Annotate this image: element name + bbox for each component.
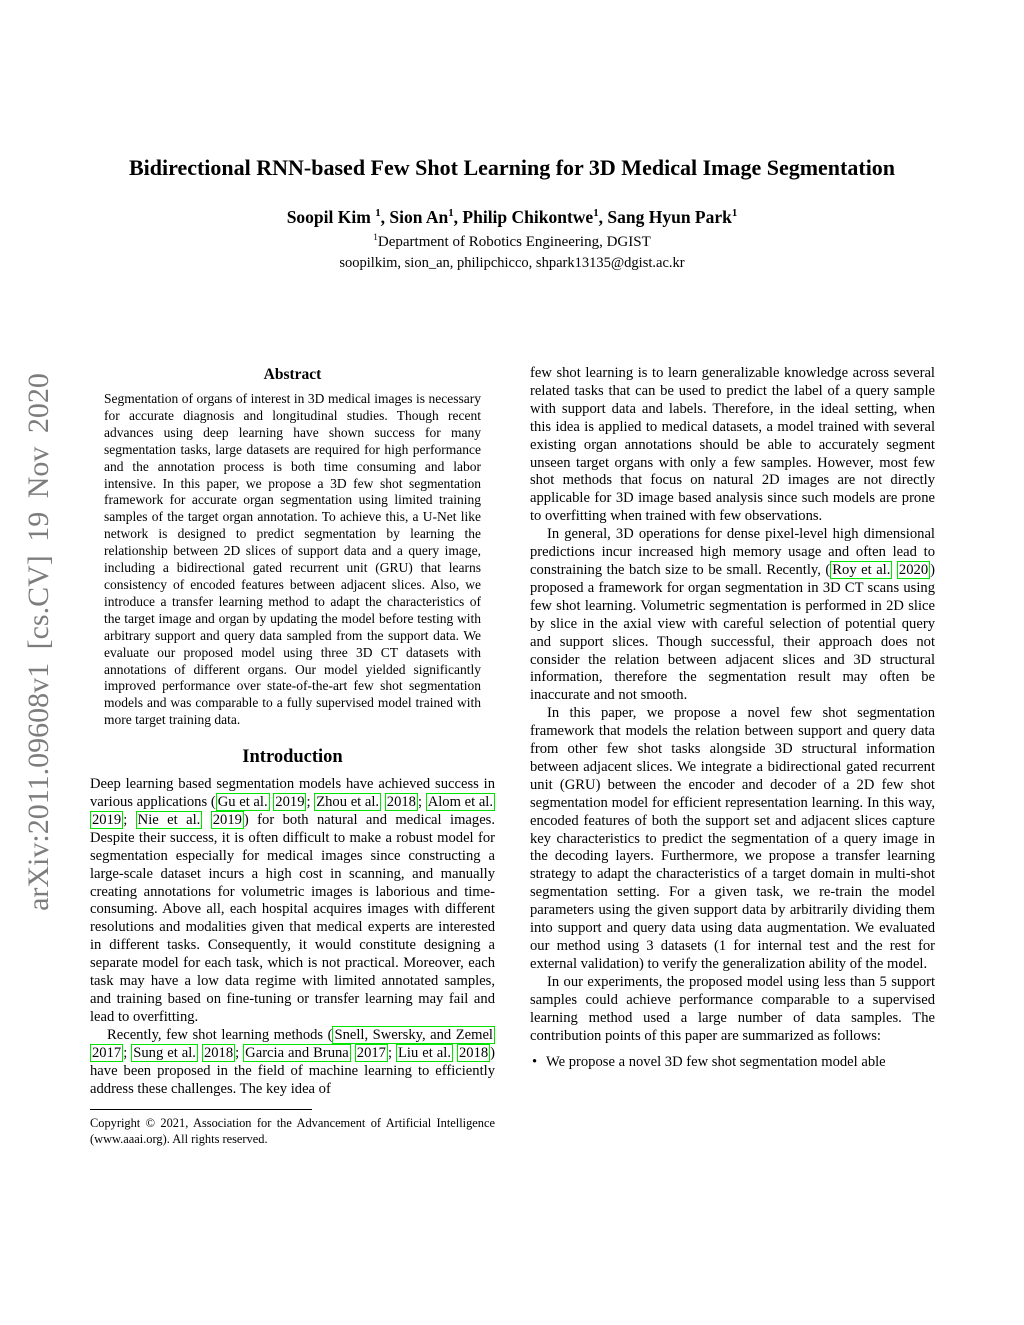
paper-header [0, 0, 1024, 272]
intro-paragraph-2: Recently, few shot learning methods ( Snell, Swersky, and Zemel 2017 ; Sung et al. 2018 ; Garcia and Bruna 2017 ; Liu et al. 2018 ) have been proposed in the field of machine learning to efficiently address these challenges. The key idea of [90, 1026, 496, 1097]
citation-link[interactable]: Sung et al. [133, 1044, 196, 1061]
citation-link[interactable]: 2017 [92, 1044, 122, 1061]
citation-link[interactable]: Garcia and Bruna [245, 1044, 349, 1061]
abstract-heading: Abstract [263, 366, 322, 383]
right-paragraph-1: few shot learning is to learn generalizable knowledge across several related tasks that can be used to predict the label of a query sample with support data and labels. Therefore, in the ideal setting, when this idea is applied to medical datasets, a model trained with several existing organ annotations should be able to accurately segment unseen target organs with only a few samples. However, most few shot methods that focus on natural 2D images are not directly applicable for 3D image based analysis since such models are prone to overfitting when trained with few observations. [530, 365, 935, 525]
citation-link[interactable]: 2019 [92, 811, 122, 828]
citation-link[interactable]: 2018 [386, 794, 416, 811]
copyright-text: Copyright © 2021, Association for the Advancement of Artificial Intelligence (www.aaai.org). All rights reserved. [90, 1116, 495, 1147]
arxiv-watermark: arXiv:2011.09608v1 [cs.CV] 19 Nov 2020 [22, 373, 55, 911]
copyright-footnote [90, 1109, 495, 1147]
bullet-text: We propose a novel 3D few shot segmentation model able [546, 1054, 886, 1071]
right-paragraph-4: In our experiments, the proposed model using less than 5 support samples could achieve performance comparable to a supervised learning method used a large number of data samples. The contribution points of this paper are summarized as follows: [530, 973, 935, 1044]
citation-link[interactable]: 2019 [275, 794, 305, 811]
citation-link[interactable]: Alom et al. [427, 794, 494, 811]
citation-link[interactable]: Liu et al. [398, 1044, 451, 1061]
citation-link[interactable]: 2018 [458, 1044, 489, 1061]
two-column-body [0, 365, 1024, 1147]
citation-link[interactable]: Zhou et al. [316, 794, 380, 811]
citation-link[interactable]: Nie et al. [137, 811, 201, 828]
email-line: soopilkim, sion_an, philipchicco, shpark13135@dgist.ac.kr [339, 255, 685, 271]
bullet-marker: • [532, 1054, 538, 1071]
citation-link[interactable]: 2020 [898, 561, 929, 578]
citation-link[interactable]: 2018 [203, 1044, 234, 1061]
citation-link[interactable]: Gu et al. [217, 794, 268, 811]
footnote-rule [90, 1109, 312, 1110]
authors-line: Soopil Kim $^1$, Sion An$^1$, Philip Chikontwe$^1$, Sang Hyun Park$^1$ [286, 207, 738, 227]
paper-title: Bidirectional RNN-based Few Shot Learning for 3D Medical Image Segmentation [128, 155, 896, 180]
intro-paragraph-1: Deep learning based segmentation models have achieved success in various applications ( Gu et al. 2019 ; Zhou et al. 2018 ; Alom et al. 2019 ; Nie et al. 2019 ) for both natural and medical images. Despite their success, it is often difficult to make a robust model for segmentation especially for medical images since constructing a large-scale dataset incurs a high cost in scanning, and manually creating annotations for volumetric images is laborious and time-consuming. Above all, each hospital acquires images with different resolutions and modalities given that medical experts are interested in different tasks. Consequently, it would constitute designing a separate model for each task, which is not practical. Moreover, each task may have a low data regime with limited annotated samples, and training based on fine-tuning or transfer learning may fail and lead to overfitting. [90, 776, 495, 1025]
introduction-heading: Introduction [242, 747, 343, 768]
contribution-bullet-1 [530, 1054, 935, 1072]
citation-link[interactable]: 2017 [356, 1044, 386, 1061]
right-paragraph-2: In general, 3D operations for dense pixel-level high dimensional predictions incur increased high memory usage and often lead to constraining the batch size to be small. Recently, ( Roy et al. 2020 ) proposed a framework for organ segmentation in 3D CT scans using few shot learning. Volumetric segmentation is performed in 2D slice by slice in the axial view with careful selection of potential query and support slices. Though successful, their approach does not consider the relation between adjacent slices and 3D structural information, therefore the segmentation result may often be inaccurate and not smooth. [530, 526, 935, 704]
abstract-text: Segmentation of organs of interest in 3D medical images is necessary for accurate diagnosis and longitudinal studies. Though recent advances using deep learning have shown success for many segmentation tasks, large datasets are required for high performance and the annotation process is both time consuming and labor intensive. In this paper, we propose a 3D few shot segmentation framework for accurate organ segmentation using limited training samples of the target organ annotation. To achieve this, a U-Net like network is designed to predict segmentation by learning the relationship between 2D slices of support data and a query image, including a bidirectional gated recurrent unit (GRU) that learns consistency of encoded features between adjacent slices. Also, we introduce a transfer learning method to adapt the characteristics of the target image and organ by updating the model before testing with arbitrary support and query data sampled from the support data. We evaluate our proposed model using three 3D CT datasets with annotations of different organs. Our model yielded significantly improved performance over state-of-the-art few shot segmentation models and was comparable to a fully supervised model trained with more target training data. [104, 391, 481, 728]
right-paragraph-3: In this paper, we propose a novel few shot segmentation framework that models the relation between support and query data from other few shot tasks alongside 3D structural information between adjacent slices. We integrate a bidirectional gated recurrent unit (GRU) between the encoder and decoder of a 2D few shot segmentation model for efficient representation learning. In this way, encoded features of both the support set and adjacent slices capture key characteristics to predict the segmentation of a query image in the decoding layers. Furthermore, we propose a transfer learning strategy to adapt the characteristics of a target domain in multi-shot segmentation setting. For a given task, we re-train the model parameters using the given support data by arbitrarily dividing them into support and query data using data augmentation. We evaluated our method using 3 datasets (1 for internal test and the rest for external validation) to verify the generalization ability of the model. [530, 705, 935, 972]
citation-link[interactable]: 2019 [212, 811, 242, 828]
citation-link[interactable]: Snell, Swersky, and Zemel [334, 1026, 493, 1043]
citation-link[interactable]: Roy et al. [832, 561, 891, 578]
left-column [90, 365, 495, 1147]
right-column [530, 365, 935, 1147]
affiliation-line: $^1$Department of Robotics Engineering, DGIST [373, 233, 651, 250]
